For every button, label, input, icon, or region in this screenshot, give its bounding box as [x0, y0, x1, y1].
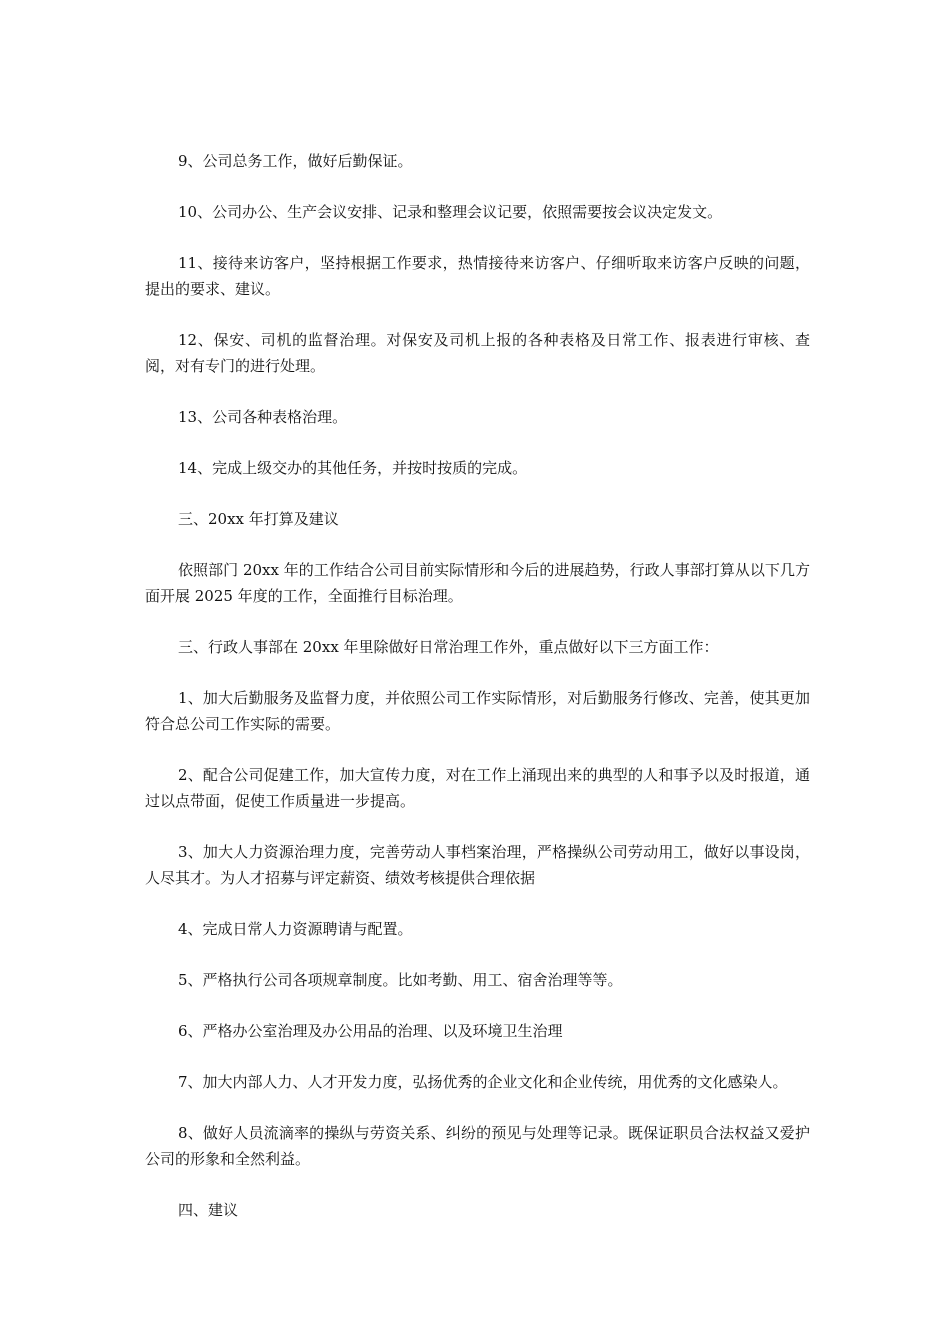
- section-heading-suggestions: 四、建议: [178, 1201, 239, 1219]
- section-heading-plan: 三、20xx 年打算及建议: [178, 510, 339, 528]
- plan-item-3: 3、加大人力资源治理力度，完善劳动人事档案治理，严格操纵公司劳动用工，做好以事设岗，人尽其才。为人才招募与评定薪资、绩效考核提供合理依据: [145, 843, 810, 887]
- document-body: [145, 148, 810, 1248]
- plan-item-6: 6、严格办公室治理及办公用品的治理、以及环境卫生治理: [178, 1022, 563, 1040]
- plan-item-8: 8、做好人员流滴率的操纵与劳资关系、纠纷的预见与处理等记录。既保证职员合法权益又爱护公司的形象和全然利益。: [145, 1124, 810, 1168]
- plan-item-4: 4、完成日常人力资源聘请与配置。: [178, 920, 413, 938]
- paragraph-item-10: 10、公司办公、生产会议安排、记录和整理会议记要，依照需要按会议决定发文。: [178, 203, 723, 221]
- paragraph-item-9: 9、公司总务工作，做好后勤保证。: [178, 152, 413, 170]
- plan-item-7: 7、加大内部人力、人才开发力度，弘扬优秀的企业文化和企业传统，用优秀的文化感染人。: [178, 1073, 788, 1091]
- plan-item-1: 1、加大后勤服务及监督力度，并依照公司工作实际情形，对后勤服务行修改、完善，使其更加符合总公司工作实际的需要。: [145, 689, 810, 733]
- plan-item-5: 5、严格执行公司各项规章制度。比如考勤、用工、宿舍治理等等。: [178, 971, 623, 989]
- focus-work-heading: 三、行政人事部在 20xx 年里除做好日常治理工作外，重点做好以下三方面工作：: [178, 638, 719, 656]
- paragraph-item-11: 11、接待来访客户，坚持根据工作要求，热情接待来访客户、仔细听取来访客户反映的问题，提出的要求、建议。: [145, 254, 810, 298]
- paragraph-item-12: 12、保安、司机的监督治理。对保安及司机上报的各种表格及日常工作、报表进行审核、查阅，对有专门的进行处理。: [145, 331, 810, 375]
- paragraph-item-14: 14、完成上级交办的其他任务，并按时按质的完成。: [178, 459, 528, 477]
- paragraph-item-13: 13、公司各种表格治理。: [178, 408, 348, 426]
- plan-intro-paragraph: 依照部门 20xx 年的工作结合公司目前实际情形和今后的进展趋势，行政人事部打算从以下几方面开展 2025 年度的工作，全面推行目标治理。: [145, 561, 810, 605]
- plan-item-2: 2、配合公司促建工作，加大宣传力度，对在工作上涌现出来的典型的人和事予以及时报道，通过以点带面，促使工作质量进一步提高。: [145, 766, 810, 810]
